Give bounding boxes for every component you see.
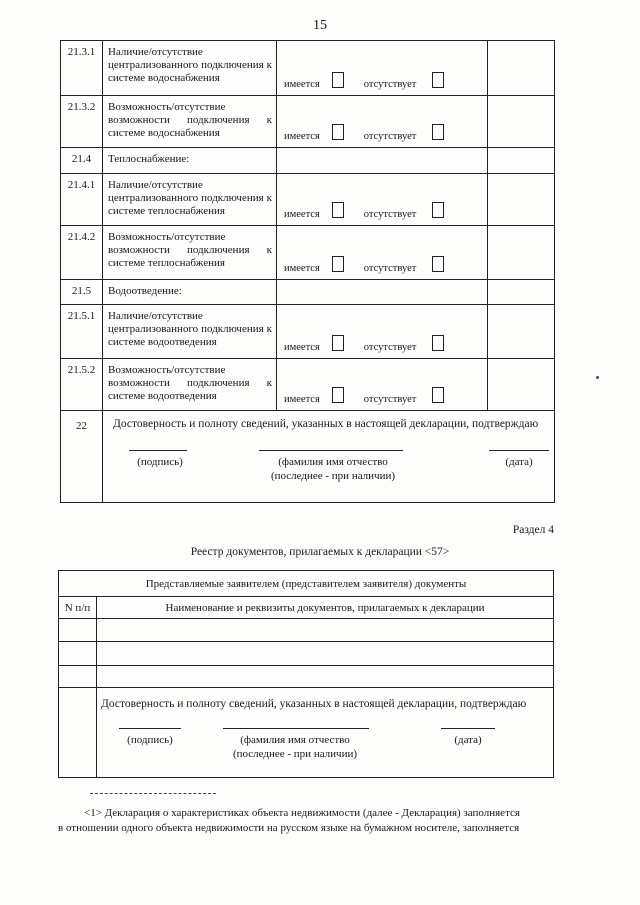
row-number: 21.5 <box>61 280 103 305</box>
options-cell <box>277 96 488 148</box>
table-row <box>59 619 554 642</box>
row-number: 21.3.2 <box>61 96 103 148</box>
table-row <box>61 174 555 226</box>
empty-cell <box>488 305 555 359</box>
yes-checkbox[interactable] <box>332 72 344 88</box>
table-row <box>61 96 555 148</box>
signature-label: (подпись) <box>137 456 183 468</box>
table-row <box>61 359 555 411</box>
empty-cell <box>488 148 555 174</box>
table-row <box>59 688 554 778</box>
table-row <box>61 148 555 174</box>
option-yes-label: имеется <box>284 79 320 90</box>
page-number: 15 <box>313 18 327 33</box>
row-description: Возможность/отсутствие возможности подключения к системе водоснабжения <box>103 96 277 148</box>
table-row <box>59 666 554 688</box>
footnote-separator <box>90 793 216 794</box>
table-header-row <box>59 571 554 597</box>
footnote <box>58 806 570 836</box>
name-label: (фамилия имя отчество <box>240 734 350 746</box>
option-no-label: отсутствует <box>363 79 417 90</box>
option-no-label: отсутствует <box>363 394 417 405</box>
empty-cell <box>59 642 97 666</box>
row-description: Наличие/отсутствие централизованного подключения к системе водоснабжения <box>103 41 277 96</box>
confirmation-cell <box>103 411 555 503</box>
row-number: 21.3.1 <box>61 41 103 96</box>
table-row <box>61 280 555 305</box>
option-no-label: отсутствует <box>363 209 417 220</box>
options-cell <box>277 174 488 226</box>
row-description: Наличие/отсутствие централизованного подключения к системе водоотведения <box>103 305 277 359</box>
no-checkbox[interactable] <box>432 124 444 140</box>
row-description: Наличие/отсутствие централизованного подключения к системе теплоснабжения <box>103 174 277 226</box>
registry-header: Представляемые заявителем (представителем заявителя) документы <box>59 571 554 597</box>
yes-checkbox[interactable] <box>332 387 344 403</box>
signature-line <box>129 450 187 451</box>
name-line <box>259 450 403 451</box>
row-number: 22 <box>61 411 103 503</box>
confirmation-cell <box>97 688 554 778</box>
table-columns-row <box>59 597 554 619</box>
empty-cell <box>59 619 97 642</box>
empty-cell <box>488 96 555 148</box>
yes-checkbox[interactable] <box>332 124 344 140</box>
yes-checkbox[interactable] <box>332 256 344 272</box>
date-line <box>489 450 549 451</box>
no-checkbox[interactable] <box>432 72 444 88</box>
row-description: Возможность/отсутствие возможности подключения к системе теплоснабжения <box>103 226 277 280</box>
yes-checkbox[interactable] <box>332 202 344 218</box>
signature-block <box>113 431 550 491</box>
empty-cell <box>97 619 554 642</box>
row-description: Возможность/отсутствие возможности подключения к системе водоотведения <box>103 359 277 411</box>
empty-cell <box>488 280 555 305</box>
empty-cell <box>97 666 554 688</box>
options-cell <box>277 359 488 411</box>
scan-speck <box>596 376 599 379</box>
table-row <box>61 305 555 359</box>
signature-block <box>101 710 549 770</box>
row-description: Водоотведение: <box>103 280 277 305</box>
date-line <box>441 728 495 729</box>
name-label-note: (последнее - при наличии) <box>232 748 358 760</box>
empty-cell <box>97 642 554 666</box>
row-description: Теплоснабжение: <box>103 148 277 174</box>
options-cell <box>277 305 488 359</box>
column-number-header: N п/п <box>59 597 97 619</box>
date-label: (дата) <box>505 456 533 468</box>
footnote-line: в отношении одного объекта недвижимости на русском языке на бумажном носителе, заполняется <box>58 822 520 834</box>
row-number: 21.5.2 <box>61 359 103 411</box>
section-title: Реестр документов, прилагаемых к декларации <57> <box>190 546 450 558</box>
no-checkbox[interactable] <box>432 387 444 403</box>
empty-cell <box>277 148 488 174</box>
table-row <box>61 226 555 280</box>
empty-cell <box>59 666 97 688</box>
no-checkbox[interactable] <box>432 256 444 272</box>
declaration-table <box>60 40 555 503</box>
section-label: Раздел 4 <box>512 524 554 536</box>
option-yes-label: имеется <box>284 209 320 220</box>
option-yes-label: имеется <box>284 394 320 405</box>
name-line <box>223 728 369 729</box>
column-name-header: Наименование и реквизиты документов, прилагаемых к декларации <box>97 597 554 619</box>
row-number: 21.4.1 <box>61 174 103 226</box>
no-checkbox[interactable] <box>432 335 444 351</box>
yes-checkbox[interactable] <box>332 335 344 351</box>
confirmation-text: Достоверность и полноту сведений, указанных в настоящей декларации, подтверждаю <box>113 418 539 430</box>
empty-cell <box>488 174 555 226</box>
name-label-note: (последнее - при наличии) <box>270 470 396 482</box>
options-cell <box>277 226 488 280</box>
option-yes-label: имеется <box>284 263 320 274</box>
empty-cell <box>488 226 555 280</box>
empty-cell <box>488 359 555 411</box>
row-number: 21.4.2 <box>61 226 103 280</box>
signature-line <box>119 728 181 729</box>
table-row <box>61 41 555 96</box>
confirmation-text: Достоверность и полноту сведений, указанных в настоящей декларации, подтверждаю <box>101 698 527 710</box>
option-yes-label: имеется <box>284 342 320 353</box>
empty-cell <box>488 41 555 96</box>
table-row <box>61 411 555 503</box>
footnote-line: <1> Декларация о характеристиках объекта недвижимости (далее - Декларация) заполняется <box>84 807 520 819</box>
empty-cell <box>277 280 488 305</box>
option-no-label: отсутствует <box>363 342 417 353</box>
signature-label: (подпись) <box>127 734 173 746</box>
documents-registry-table <box>58 570 554 778</box>
no-checkbox[interactable] <box>432 202 444 218</box>
name-label: (фамилия имя отчество <box>278 456 388 468</box>
option-yes-label: имеется <box>284 131 320 142</box>
empty-cell <box>59 688 97 778</box>
option-no-label: отсутствует <box>363 131 417 142</box>
options-cell <box>277 41 488 96</box>
row-number: 21.5.1 <box>61 305 103 359</box>
table-row <box>59 642 554 666</box>
option-no-label: отсутствует <box>363 263 417 274</box>
date-label: (дата) <box>454 734 482 746</box>
row-number: 21.4 <box>61 148 103 174</box>
